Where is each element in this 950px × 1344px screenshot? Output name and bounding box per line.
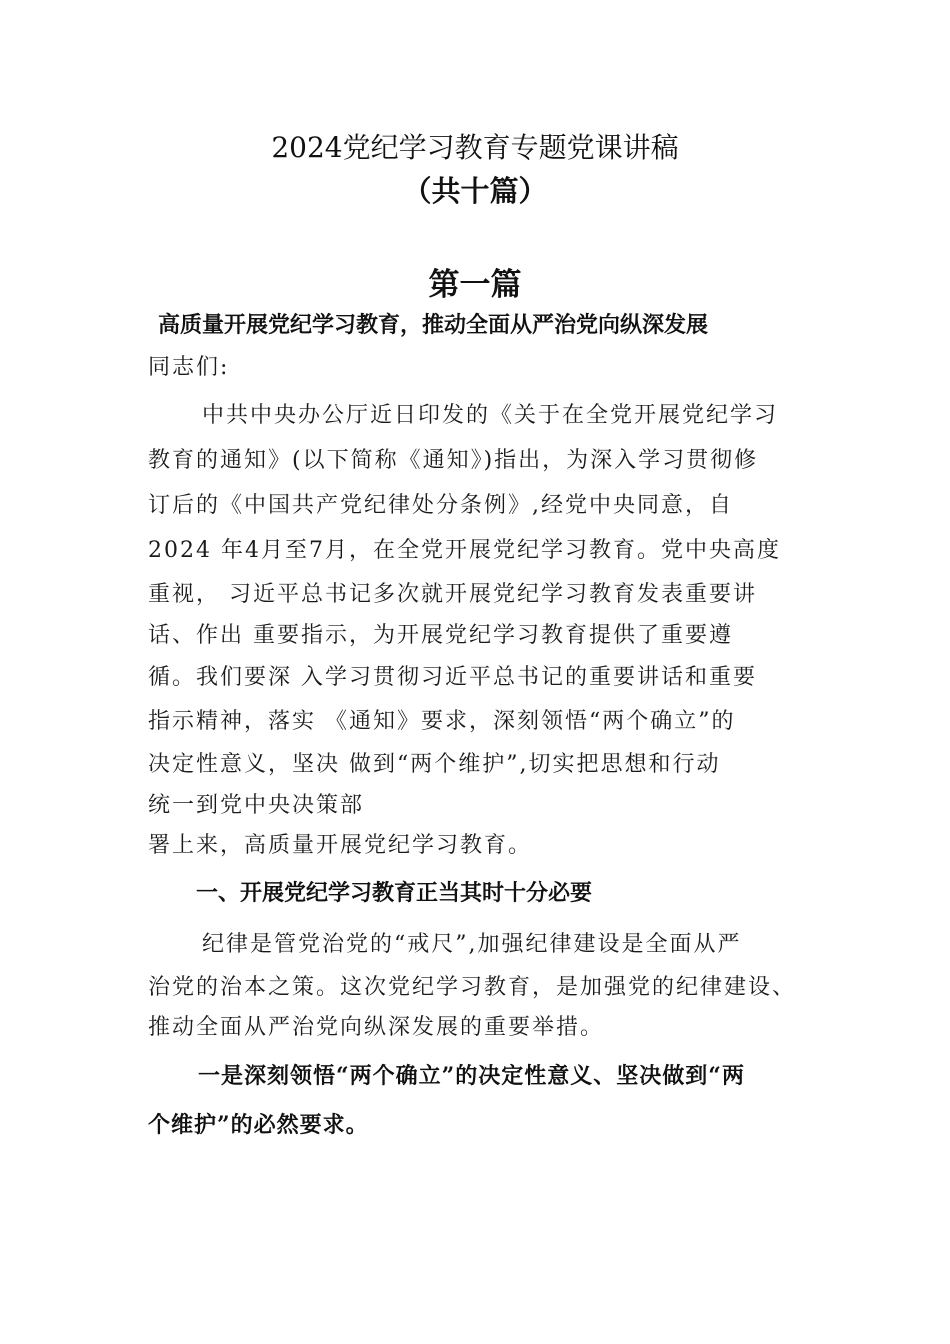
paragraph-line: 话、作出 重要指示，为开展党纪学习教育提供了重要遵: [148, 623, 733, 648]
paragraph-line: 署上来，高质量开展党纪学习教育。: [148, 833, 533, 858]
paragraph-line: 循。我们要深 入学习贯彻习近平总书记的重要讲话和重要: [148, 665, 757, 690]
point-line: 个维护”的必然要求。: [148, 1112, 369, 1138]
point-line: 一是深刻领悟“两个确立”的决定性意义、坚决做到“两: [198, 1063, 745, 1089]
paragraph-line: 决定性意义，坚决 做到“两个维护”,切实把思想和行动: [148, 752, 721, 777]
paragraph-line: 纪律是管党治党的“戒尺”,加强纪律建设是全面从严: [202, 932, 742, 957]
section-heading: 一、开展党纪学习教育正当其时十分必要: [196, 881, 593, 906]
salutation: 同志们:: [148, 355, 230, 380]
paragraph-line: 统一到党中央决策部: [148, 793, 365, 818]
document-count: （共十篇）: [402, 174, 548, 208]
paragraph-line: 治党的治本之策。这次党纪学习教育，是加强党的纪律建设、: [148, 975, 797, 1000]
paragraph-line: 指示精神，落实 《通知》要求，深刻领悟“两个确立”的: [148, 709, 736, 734]
paragraph-line: 重视， 习近平总书记多次就开展党纪学习教育发表重要讲: [148, 582, 757, 607]
paragraph-line: 教育的通知》(以下简称《通知》)指出，为深入学习贯彻修: [148, 448, 759, 473]
document-title: 2024党纪学习教育专题党课讲稿: [271, 131, 679, 164]
chapter-label: 第一篇: [428, 267, 522, 303]
paragraph-line: 2024 年4月至7月，在全党开展党纪学习教育。党中央高度: [148, 538, 781, 563]
chapter-title: 高质量开展党纪学习教育，推动全面从严治党向纵深发展: [158, 313, 709, 338]
paragraph-line: 中共中央办公厅近日印发的《关于在全党开展党纪学习: [202, 403, 779, 428]
paragraph-line: 推动全面从严治党向纵深发展的重要举措。: [148, 1015, 605, 1040]
paragraph-line: 订后的《中国共产党纪律处分条例》,经党中央同意，自: [148, 493, 733, 518]
